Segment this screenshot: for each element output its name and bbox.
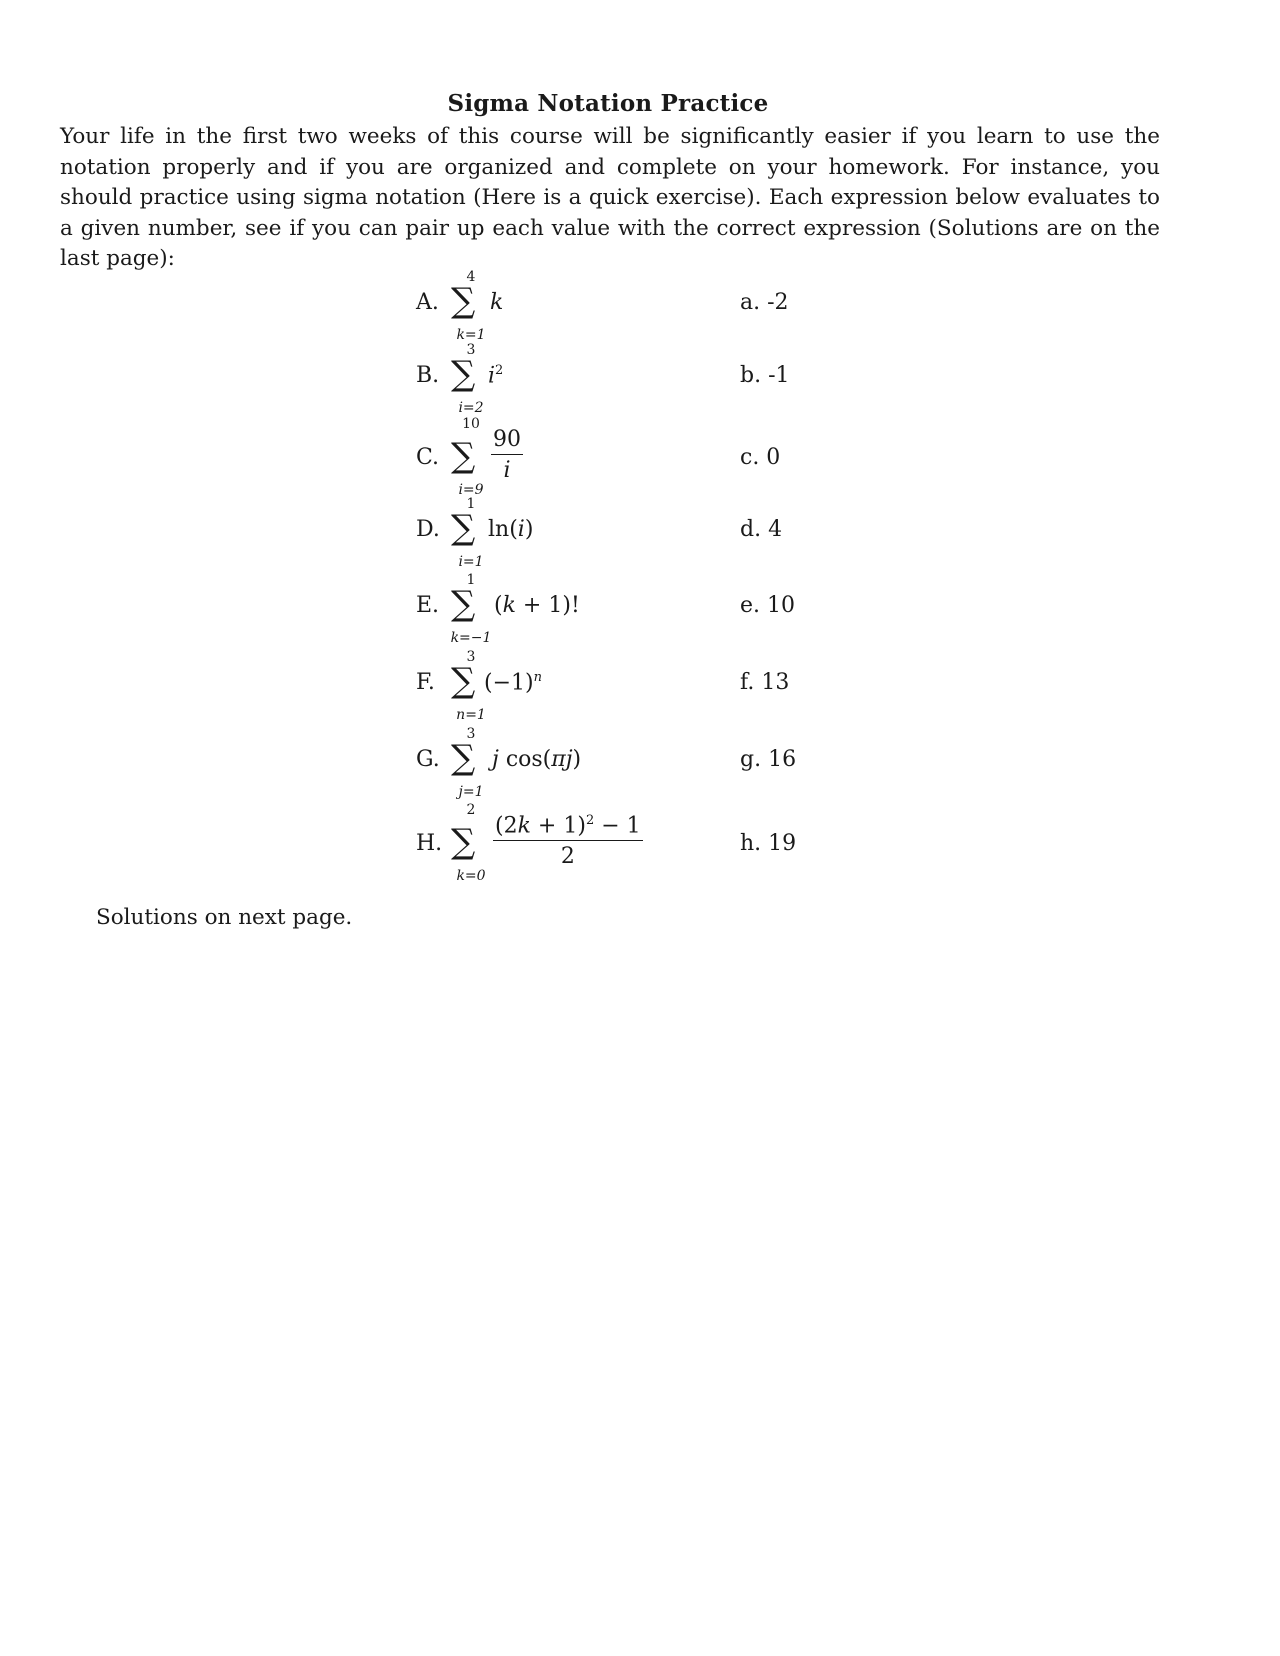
numerator: $(2k + 1)^2 - 1$ (493, 813, 643, 841)
sigma-icon: ∑ (451, 354, 476, 394)
answer-c: c. 0 (740, 445, 781, 470)
expression-letter: G. (416, 747, 440, 772)
upper-limit: 2 (466, 802, 476, 818)
summand: j cos(πj) (492, 747, 582, 772)
expression-letter: D. (416, 517, 440, 542)
upper-limit: 3 (466, 342, 476, 358)
lower-limit: j=1 (458, 784, 484, 800)
footer-note: Solutions on next page. (96, 905, 353, 930)
summand: ln(i) (488, 517, 534, 542)
expression-letter: B. (416, 363, 440, 388)
summand: $i^2$ (488, 363, 504, 389)
expression-letter: A. (416, 290, 439, 315)
answer-b: b. -1 (740, 363, 790, 388)
lower-limit: n=1 (456, 707, 486, 723)
upper-limit: 3 (466, 649, 476, 665)
lower-limit: i=9 (458, 482, 484, 498)
summand-fraction (493, 813, 643, 869)
expression-letter: C. (416, 445, 440, 470)
answer-g: g. 16 (740, 747, 797, 772)
summand: (k + 1)! (494, 593, 580, 618)
expression-letter: F. (416, 670, 435, 695)
answer-a: a. -2 (740, 290, 789, 315)
answer-e: e. 10 (740, 593, 795, 618)
sigma-icon: ∑ (451, 822, 476, 862)
answer-f: f. 13 (740, 670, 790, 695)
numerator: 90 (491, 427, 523, 455)
expression-letter: E. (416, 593, 440, 618)
upper-limit: 1 (466, 496, 476, 512)
lower-limit: k=1 (456, 327, 486, 343)
summand: k (490, 290, 504, 315)
sigma-icon: ∑ (451, 661, 476, 701)
sigma-icon: ∑ (451, 281, 476, 321)
sigma-icon: ∑ (451, 436, 476, 476)
upper-limit: 10 (462, 416, 480, 432)
page-title: Sigma Notation Practice (447, 90, 769, 117)
lower-limit: k=−1 (450, 630, 492, 646)
upper-limit: 3 (466, 726, 476, 742)
sigma-icon: ∑ (451, 738, 476, 778)
denominator: 2 (560, 844, 575, 870)
lower-limit: i=1 (458, 554, 484, 570)
upper-limit: 1 (466, 572, 476, 588)
intro-paragraph: Your life in the first two weeks of this course will be significantly easier if you learn to use the notation properly and if you are organized and complete on your homework. For instance, you should practice using sigma notation (Here is a quick exercise). Each expression below evaluates to a given number, see if you can pair up each value with the correct expression (Solutions are on the last page): (60, 124, 1160, 271)
answer-d: d. 4 (740, 517, 783, 542)
lower-limit: k=0 (456, 868, 486, 884)
sigma-icon: ∑ (451, 584, 476, 624)
upper-limit: 4 (466, 269, 476, 285)
summand-fraction (491, 427, 523, 483)
sigma-icon: ∑ (451, 508, 476, 548)
answer-h: h. 19 (740, 831, 797, 856)
lower-limit: i=2 (458, 400, 484, 416)
expression-letter: H. (416, 831, 443, 856)
summand: $(-1)^n$ (484, 670, 542, 696)
denominator: i (503, 458, 511, 483)
